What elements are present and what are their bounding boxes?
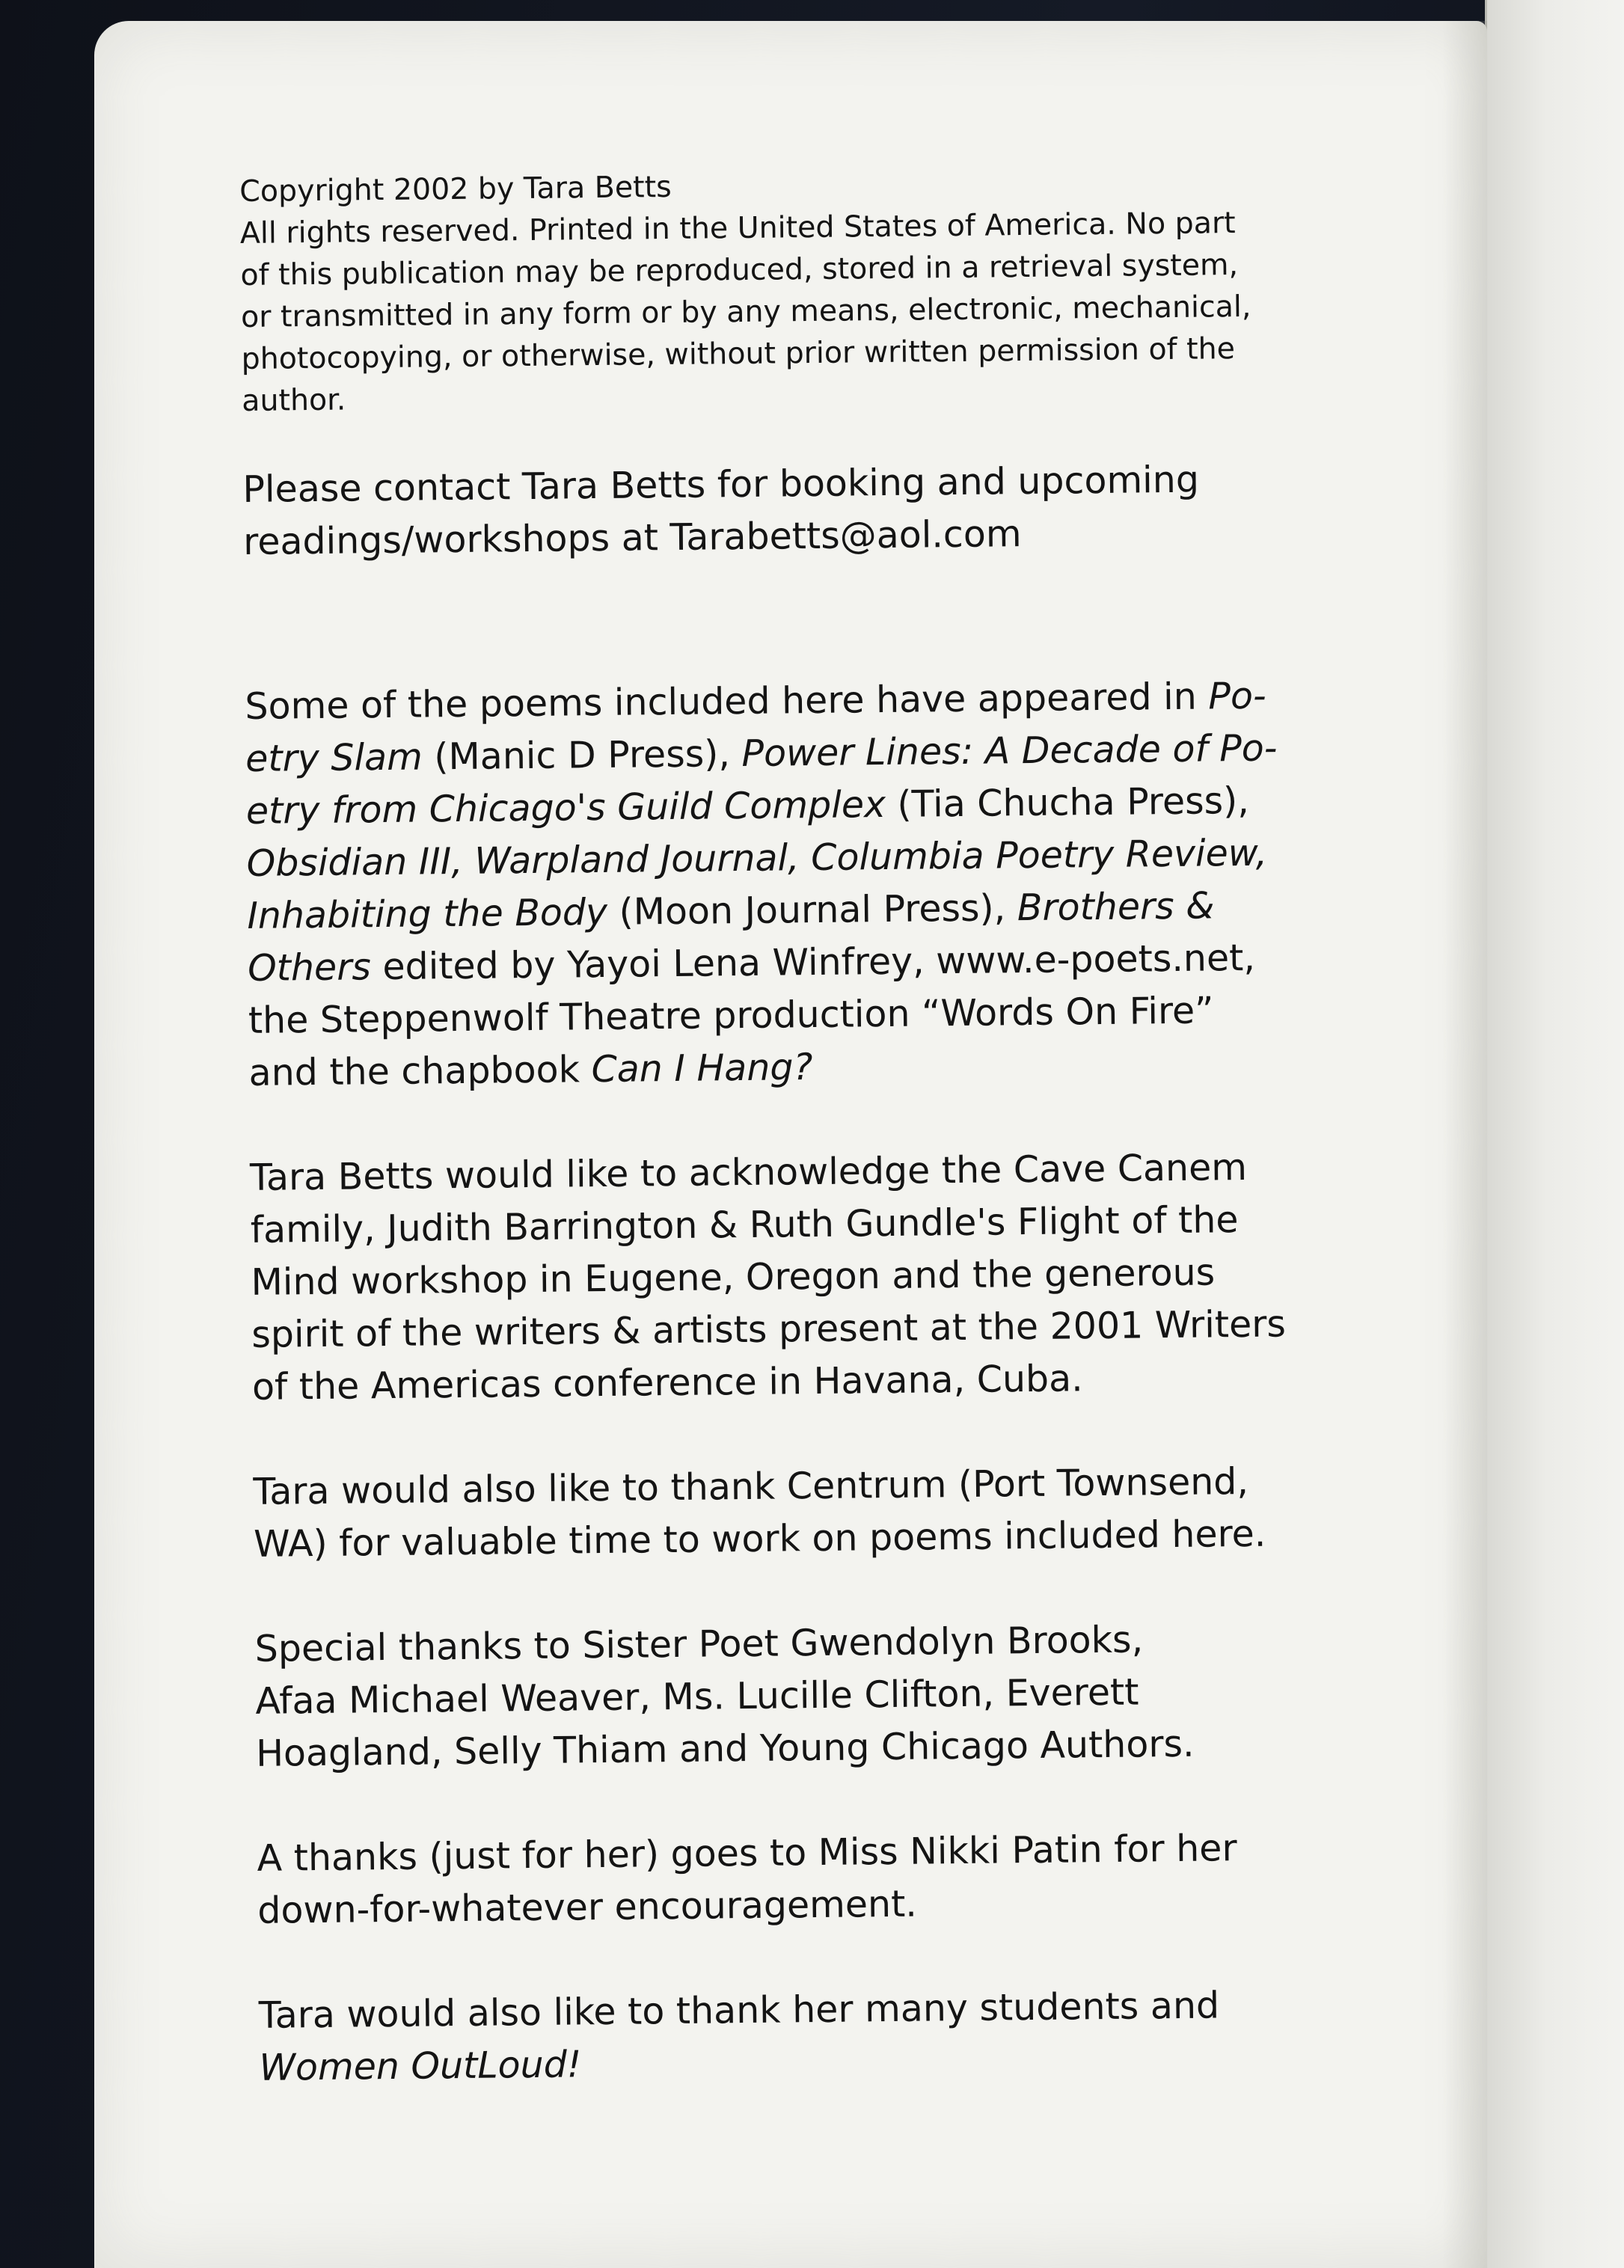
acknowledgement-line: of the Americas conference in Havana, Cuba.: [251, 1357, 1083, 1409]
italic-title: Brothers &: [1017, 884, 1215, 930]
special-thanks-line: Special thanks to Sister Poet Gwendolyn Brooks,: [254, 1618, 1144, 1670]
text-run: and the chapbook: [248, 1048, 592, 1094]
copyright-line: author.: [241, 382, 346, 418]
italic-title: Obsidian III, Warpland Journal, Columbia Poetry Review,: [246, 831, 1268, 885]
copyright-line: All rights reserved. Printed in the United States of America. No part: [239, 206, 1236, 251]
text-run: (Tia Chucha Press),: [885, 779, 1250, 826]
copyright-line: photocopying, or otherwise, without prior written permission of the: [241, 331, 1236, 376]
copyright-line: or transmitted in any form or by any means, electronic, mechanical,: [240, 289, 1251, 334]
centrum-line: WA) for valuable time to work on poems included here.: [253, 1512, 1266, 1566]
italic-title: Po-: [1208, 674, 1266, 718]
acknowledgement-line: spirit of the writers & artists present at the 2001 Writers: [251, 1302, 1287, 1356]
copyright-line: Copyright 2002 by Tara Betts: [239, 169, 672, 209]
copyright-line: of this publication may be reproduced, stored in a retrieval system,: [240, 248, 1239, 292]
special-thanks-line: Hoagland, Selly Thiam and Young Chicago Authors.: [255, 1722, 1195, 1775]
acknowledgement-line: Mind workshop in Eugene, Oregon and the generous: [251, 1251, 1216, 1304]
facing-page-edge: [1485, 0, 1624, 2268]
italic-title: etry from Chicago's Guild Complex: [245, 783, 886, 833]
acknowledgement-line: Tara Betts would like to acknowledge the Cave Canem: [249, 1145, 1248, 1199]
contact-line: readings/workshops at Tarabetts@aol.com: [242, 512, 1022, 563]
italic-title: Others: [247, 945, 372, 990]
students-thanks-paragraph: [258, 1977, 1486, 2094]
text-run: edited by Yayoi Lena Winfrey, www.e-poets.net,: [370, 936, 1256, 989]
italic-title: Inhabiting the Body: [247, 890, 608, 937]
acknowledgement-paragraph: [250, 1139, 1480, 1414]
students-thanks-line: Tara would also like to thank her many students and: [258, 1984, 1220, 2037]
nikki-thanks-line: A thanks (just for her) goes to Miss Nikki Patin for her: [257, 1827, 1237, 1880]
centrum-paragraph: [253, 1453, 1480, 1571]
text-run: Some of the poems included here have appeared in: [245, 675, 1209, 728]
italic-title: etry Slam: [245, 735, 423, 780]
acknowledgement-line: family, Judith Barrington & Ruth Gundle's Flight of the: [250, 1198, 1239, 1251]
special-thanks-line: Afaa Michael Weaver, Ms. Lucille Clifton, Everett: [255, 1670, 1139, 1723]
book-page: [94, 21, 1487, 2268]
contact-info: [242, 451, 1470, 568]
page-text: [239, 158, 1486, 2094]
centrum-line: Tara would also like to thank Centrum (Port Townsend,: [253, 1459, 1249, 1513]
special-thanks-paragraph: [254, 1610, 1483, 1780]
copyright-notice: [239, 158, 1438, 422]
nikki-thanks-line: down-for-whatever encouragement.: [257, 1882, 918, 1932]
italic-title: Women OutLoud!: [259, 2043, 582, 2089]
text-run: (Moon Journal Press),: [607, 886, 1018, 934]
appearances-line: the Steppenwolf Theatre production “Words On Fire”: [248, 989, 1214, 1042]
italic-title: Can I Hang?: [591, 1046, 813, 1091]
appearances-paragraph: [245, 668, 1476, 1100]
contact-line: Please contact Tara Betts for booking and upcoming: [242, 458, 1200, 511]
nikki-thanks-paragraph: [257, 1820, 1484, 1937]
italic-title: Power Lines: A Decade of Po-: [741, 726, 1278, 776]
text-run: (Manic D Press),: [422, 732, 742, 779]
